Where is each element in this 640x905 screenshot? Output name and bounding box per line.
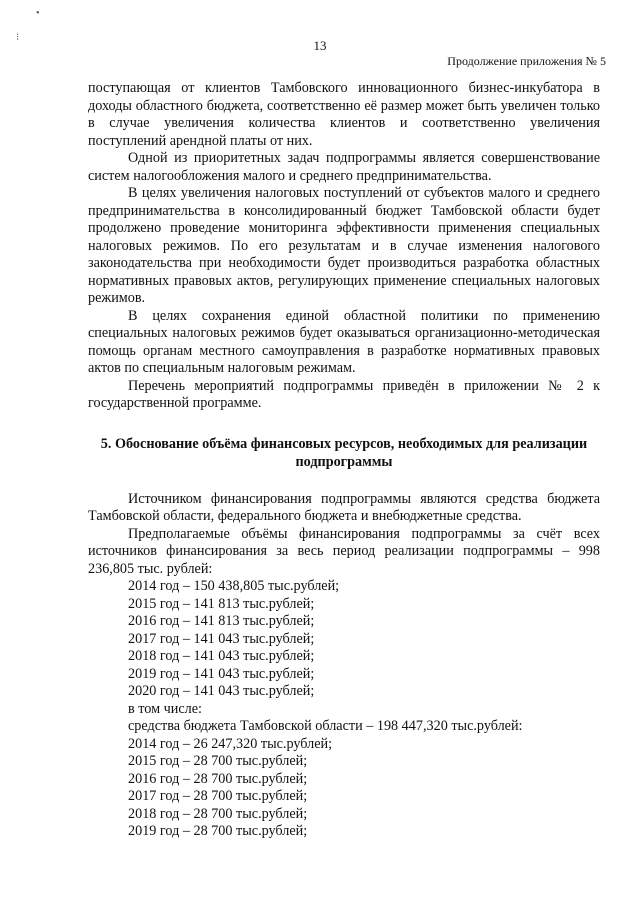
section-heading: 5. Обоснование объёма финансовых ресурсов, необходимых для реализации подпрограммы bbox=[100, 435, 588, 470]
paragraph: В целях увеличения налоговых поступлений от субъектов малого и среднего предпринимательства в консолидированный бюджет Тамбовской области будет продолжено проведение мониторинга эффективности применения специальных налоговых режимов. По его результатам и в случае изменения налогового законодательства при необходимости будет производиться разработка областных нормативных правовых актов, регулирующих применение специальных налоговых режимов. bbox=[88, 185, 600, 306]
list-item: 2014 год – 150 438,805 тыс.рублей; bbox=[128, 578, 340, 594]
paragraph: Источником финансирования подпрограммы являются средства бюджета Тамбовской области, федерального бюджета и внебюджетные средства. bbox=[88, 490, 600, 524]
appendix-note: Продолжение приложения № 5 bbox=[447, 54, 606, 68]
list-item: 2016 год – 141 813 тыс.рублей; bbox=[128, 613, 315, 629]
regional-budget-label: средства бюджета Тамбовской области – 198 447,320 тыс.рублей: bbox=[128, 718, 523, 734]
total-funding-list bbox=[88, 578, 600, 841]
list-item: 2015 год – 28 700 тыс.рублей; bbox=[128, 753, 308, 769]
list-item: 2018 год – 28 700 тыс.рублей; bbox=[128, 805, 308, 822]
list-item: 2019 год – 141 043 тыс.рублей; bbox=[128, 665, 315, 682]
scan-mark: • bbox=[36, 8, 40, 19]
list-item: 2019 год – 28 700 тыс.рублей; bbox=[128, 823, 308, 839]
paragraph: Перечень мероприятий подпрограммы приведён в приложении № 2 к государственной программе. bbox=[88, 377, 600, 411]
list-item: 2018 год – 141 043 тыс.рублей; bbox=[128, 648, 315, 664]
page-number: 13 bbox=[313, 38, 327, 53]
including-label: в том числе: bbox=[128, 700, 202, 717]
list-item: 2014 год – 26 247,320 тыс.рублей; bbox=[128, 735, 333, 752]
scan-mark: ⁝ bbox=[16, 32, 20, 43]
paragraph: поступающая от клиентов Тамбовского инновационного бизнес-инкубатора в доходы областного бюджета, соответственно её размер может быть увеличен только в случае увеличения количества клиентов и соответственно увеличения поступлений арендной платы от них. bbox=[88, 80, 600, 149]
list-item: 2016 год – 28 700 тыс.рублей; bbox=[128, 770, 308, 787]
list-item: 2015 год – 141 813 тыс.рублей; bbox=[128, 595, 315, 612]
list-item: 2020 год – 141 043 тыс.рублей; bbox=[128, 683, 315, 699]
paragraph: Одной из приоритетных задач подпрограммы является совершенствование систем налогообложения малого и среднего предпринимательства. bbox=[88, 150, 600, 184]
document-body bbox=[88, 80, 600, 841]
paragraph: В целях сохранения единой областной политики по применению специальных налоговых режимов будет оказываться организационно-методическая помощь органам местного самоуправления в разработке нормативных правовых актов по специальным налоговым режимам. bbox=[88, 307, 600, 376]
paragraph: Предполагаемые объёмы финансирования подпрограммы за счёт всех источников финансирования за весь период реализации подпрограммы – 998 236,805 тыс. рублей: bbox=[88, 525, 600, 577]
list-item: 2017 год – 28 700 тыс.рублей; bbox=[128, 788, 308, 804]
list-item: 2017 год – 141 043 тыс.рублей; bbox=[128, 630, 315, 647]
